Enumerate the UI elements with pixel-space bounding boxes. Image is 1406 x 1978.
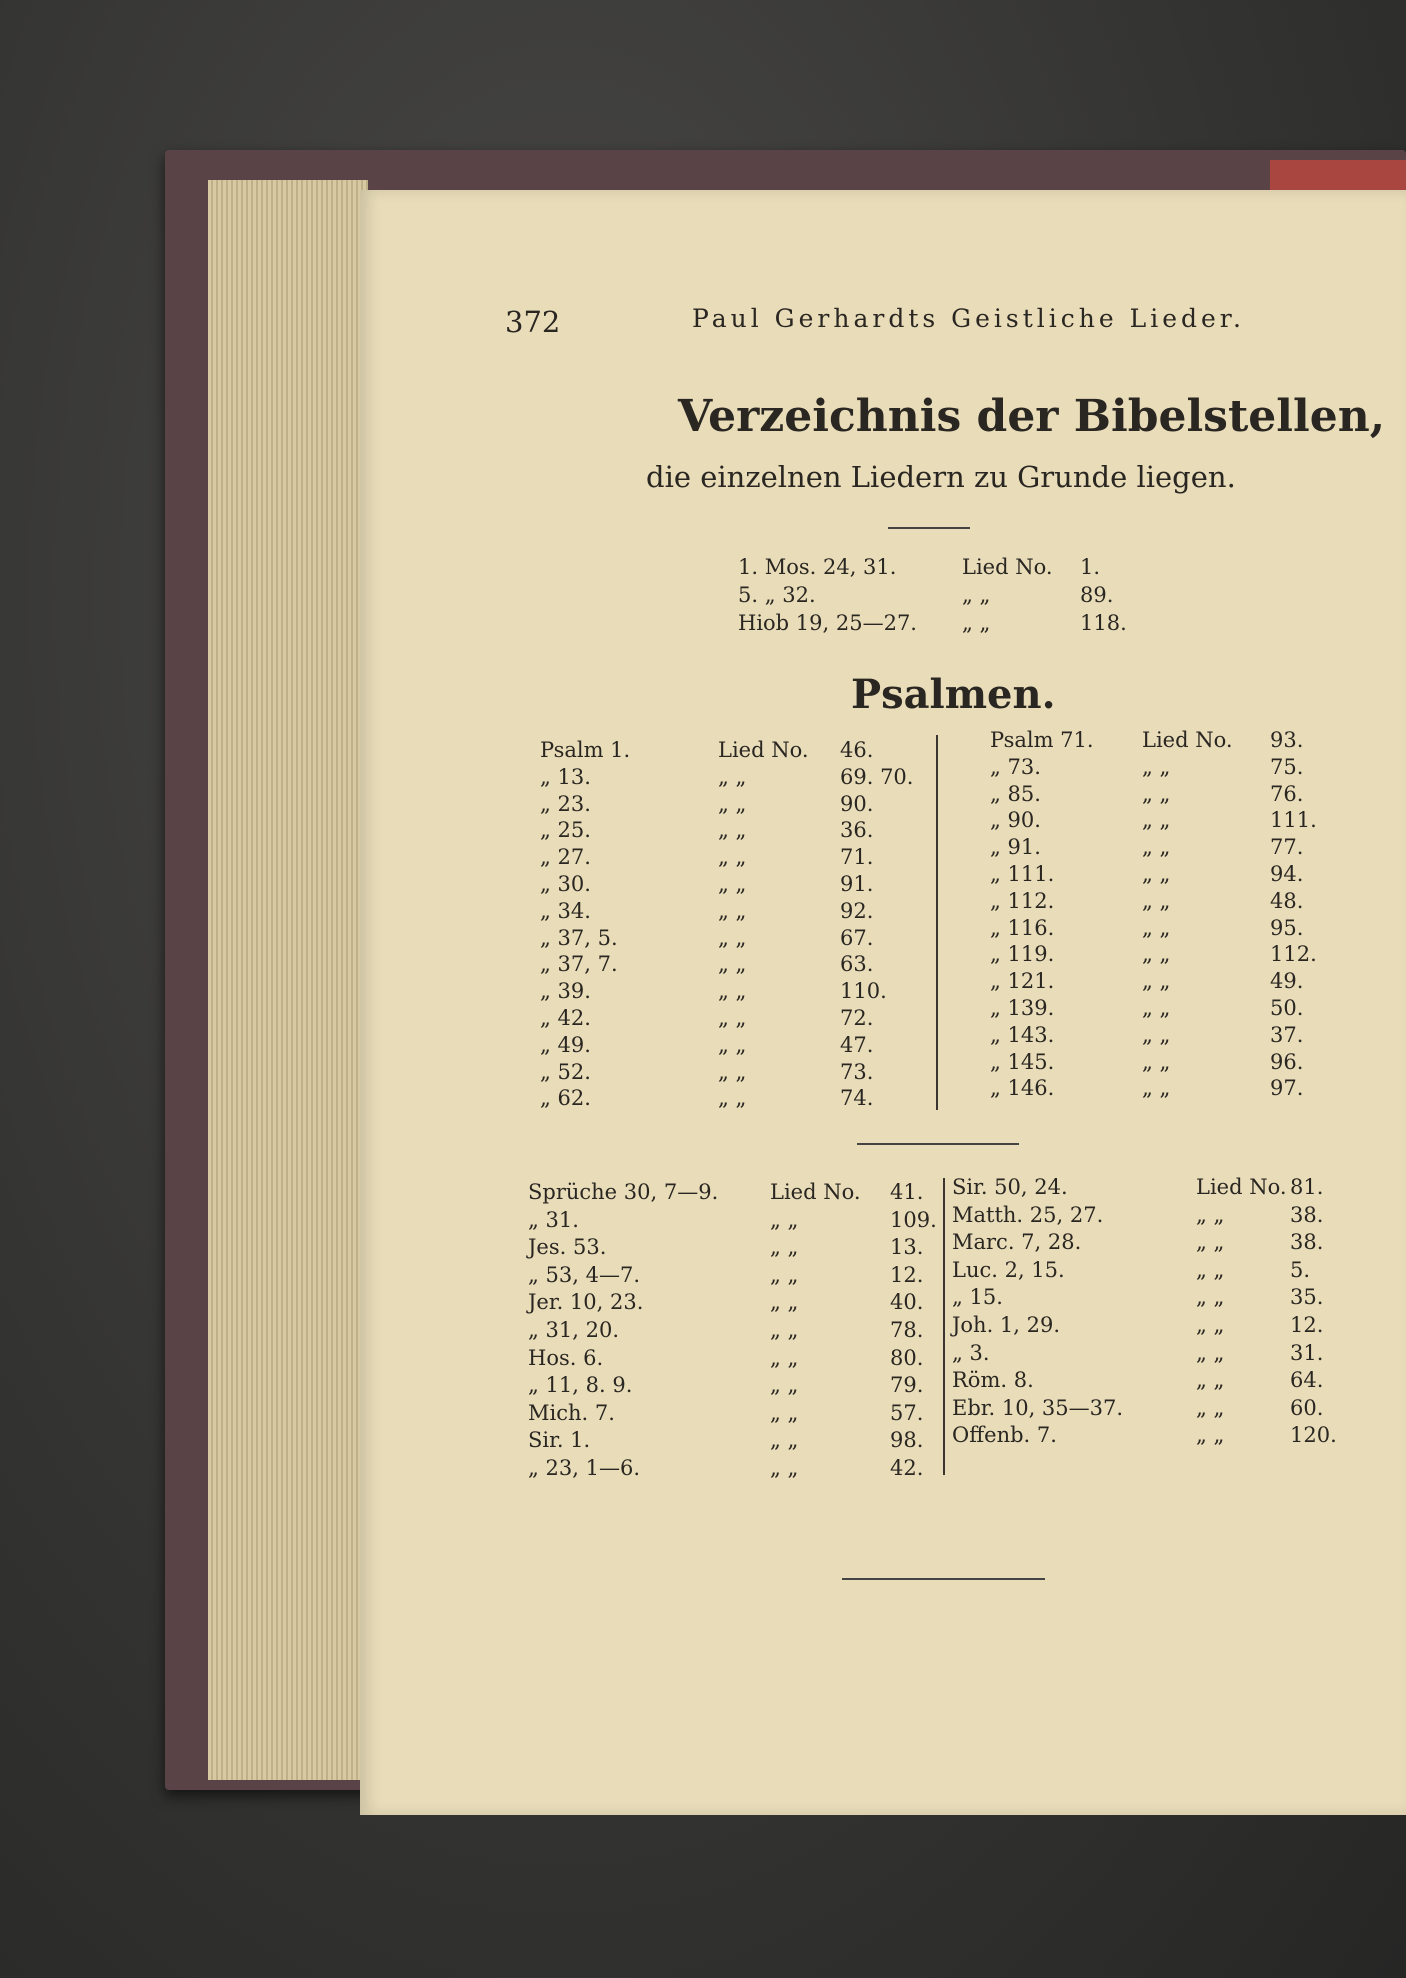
lied-number: 67.: [840, 925, 874, 950]
lied-label: „ „: [718, 952, 747, 977]
bible-reference: „ 34.: [540, 898, 591, 923]
lied-label: „ „: [718, 764, 747, 789]
lied-number: 110.: [840, 979, 887, 1004]
lied-label: „ „: [1196, 1395, 1225, 1420]
lied-label: „ „: [1142, 996, 1171, 1020]
bible-reference: Röm. 8.: [952, 1368, 1034, 1393]
bible-reference: „ 15.: [952, 1285, 1003, 1310]
lied-label: „ „: [718, 1032, 747, 1057]
lied-number: 42.: [890, 1456, 924, 1480]
bible-reference: „ 116.: [990, 915, 1055, 940]
lied-label: „ „: [1142, 781, 1171, 806]
lied-number: 50.: [1270, 996, 1304, 1020]
bible-reference: „ 37, 5.: [540, 925, 618, 950]
lied-label: „ „: [1196, 1423, 1225, 1448]
lied-number: 40.: [890, 1290, 924, 1315]
lied-number: 79.: [890, 1373, 924, 1398]
lied-label: „ „: [770, 1262, 799, 1287]
lied-number: 97.: [1270, 1076, 1304, 1101]
lied-label: „ „: [1142, 835, 1171, 860]
lied-number: 94.: [1270, 862, 1304, 886]
lied-number: 111.: [1270, 808, 1317, 833]
lied-number: 64.: [1290, 1368, 1324, 1393]
bible-reference: Psalm 71.: [990, 728, 1094, 752]
page-stack: [208, 180, 368, 1780]
page-title: Verzeichnis der Bibelstellen,: [678, 391, 1386, 442]
lied-number: 74.: [840, 1086, 874, 1111]
lied-number: 89.: [1080, 583, 1114, 607]
lied-number: 49.: [1270, 969, 1304, 994]
lied-number: 72.: [840, 1006, 874, 1030]
lied-label: „ „: [718, 872, 747, 896]
lied-number: 76.: [1270, 781, 1304, 806]
bible-reference: Offenb. 7.: [952, 1423, 1057, 1448]
bible-reference: Sir. 50, 24.: [952, 1175, 1068, 1199]
lied-number: 98.: [890, 1428, 924, 1453]
lied-label: Lied No.: [962, 555, 1053, 579]
bible-reference: Jer. 10, 23.: [528, 1290, 644, 1315]
lied-number: 57.: [890, 1400, 924, 1425]
lied-label: „ „: [1142, 969, 1171, 994]
lied-label: „ „: [1196, 1285, 1225, 1310]
lied-label: „ „: [1142, 1076, 1171, 1101]
lied-number: 63.: [840, 952, 874, 977]
lied-number: 46.: [840, 738, 874, 762]
bible-reference: Marc. 7, 28.: [952, 1230, 1082, 1255]
bible-reference: „ 91.: [990, 835, 1041, 860]
lied-label: „ „: [770, 1400, 799, 1425]
lied-label: Lied No.: [1142, 728, 1233, 752]
lied-label: „ „: [1196, 1368, 1225, 1393]
lied-label: „ „: [770, 1345, 799, 1370]
lied-number: 92.: [840, 898, 874, 923]
lied-number: 80.: [890, 1345, 924, 1370]
bible-reference: „ 23, 1—6.: [528, 1456, 641, 1480]
lied-number: 96.: [1270, 1049, 1304, 1074]
lied-number: 1.: [1080, 555, 1101, 579]
lied-label: „ „: [1142, 808, 1171, 833]
bible-reference: „ 25.: [540, 818, 591, 843]
bible-reference: „ 39.: [540, 979, 591, 1004]
lied-label: „ „: [1196, 1340, 1225, 1365]
lied-label: „ „: [1142, 754, 1171, 779]
section-heading-psalmen: Psalmen.: [851, 671, 1056, 718]
lied-number: 47.: [840, 1032, 874, 1057]
bible-reference: „ 145.: [990, 1049, 1055, 1074]
bible-reference: „ 13.: [540, 764, 591, 789]
lied-label: „ „: [718, 845, 747, 870]
lied-label: „ „: [718, 1006, 747, 1030]
lied-number: 5.: [1290, 1257, 1311, 1282]
bible-reference: „ 3.: [952, 1340, 990, 1365]
lied-number: 60.: [1290, 1395, 1324, 1420]
bible-reference: „ 11, 8. 9.: [528, 1373, 633, 1398]
bible-reference: Sir. 1.: [528, 1428, 591, 1453]
lied-label: „ „: [1142, 1022, 1171, 1047]
lied-label: „ „: [1142, 942, 1171, 967]
bible-reference: „ 49.: [540, 1032, 591, 1057]
bible-reference: „ 90.: [990, 808, 1041, 833]
lied-label: „ „: [1142, 915, 1171, 940]
lied-label: Lied No.: [1196, 1175, 1287, 1199]
lied-label: „ „: [770, 1235, 799, 1260]
lied-number: 48.: [1270, 888, 1304, 913]
lied-number: 73.: [840, 1059, 874, 1084]
bible-reference: „ 119.: [990, 942, 1055, 967]
bible-reference: „ 112.: [990, 888, 1055, 913]
page-number: 372: [505, 305, 561, 339]
lied-label: „ „: [718, 818, 747, 843]
lied-number: 75.: [1270, 754, 1304, 779]
lied-number: 90.: [840, 791, 874, 816]
bible-reference: „ 85.: [990, 781, 1041, 806]
lied-number: 38.: [1290, 1230, 1324, 1255]
bible-reference: „ 37, 7.: [540, 952, 618, 977]
lied-number: 93.: [1270, 728, 1304, 752]
page-subtitle: die einzelnen Liedern zu Grunde liegen.: [646, 460, 1236, 494]
lied-label: „ „: [1142, 1049, 1171, 1074]
lied-number: 12.: [890, 1262, 924, 1287]
bible-reference: „ 30.: [540, 872, 591, 896]
lied-number: 31.: [1290, 1340, 1324, 1365]
bible-reference: Joh. 1, 29.: [952, 1313, 1061, 1337]
lied-number: 118.: [1080, 611, 1127, 635]
lied-label: Lied No.: [718, 738, 809, 762]
lied-number: 69. 70.: [840, 764, 914, 789]
bible-reference: „ 146.: [990, 1076, 1055, 1101]
bible-reference: „ 23.: [540, 791, 591, 816]
lied-label: „ „: [770, 1428, 799, 1453]
bible-reference: 1. Mos. 24, 31.: [738, 555, 897, 579]
bible-reference: Matth. 25, 27.: [952, 1202, 1104, 1227]
divider-3: [842, 1578, 1045, 1580]
lied-label: „ „: [718, 925, 747, 950]
lied-number: 71.: [840, 845, 874, 870]
bible-reference: „ 139.: [990, 996, 1055, 1020]
lied-label: „ „: [1196, 1257, 1225, 1282]
lied-label: „ „: [1142, 888, 1171, 913]
bible-reference: Hiob 19, 25—27.: [738, 611, 917, 635]
lied-number: 41.: [890, 1180, 924, 1204]
lied-number: 112.: [1270, 942, 1317, 967]
lied-label: „ „: [770, 1318, 799, 1342]
lied-label: „ „: [770, 1207, 799, 1232]
bible-reference: 5. „ 32.: [738, 583, 816, 607]
column-divider-other: [943, 1178, 945, 1475]
bible-reference: „ 121.: [990, 969, 1055, 994]
lied-label: „ „: [1196, 1230, 1225, 1255]
bible-reference: „ 27.: [540, 845, 591, 870]
lied-number: 109.: [890, 1207, 937, 1232]
bible-reference: „ 52.: [540, 1059, 591, 1084]
lied-number: 38.: [1290, 1202, 1324, 1227]
lied-label: „ „: [770, 1290, 799, 1315]
bible-reference: Jes. 53.: [528, 1235, 607, 1260]
lied-label: „ „: [718, 1086, 747, 1111]
bible-reference: Luc. 2, 15.: [952, 1257, 1065, 1282]
bible-reference: Sprüche 30, 7—9.: [528, 1180, 719, 1204]
lied-number: 13.: [890, 1235, 924, 1260]
lied-label: Lied No.: [770, 1180, 861, 1204]
lied-number: 77.: [1270, 835, 1304, 860]
divider-2: [857, 1143, 1019, 1145]
lied-label: „ „: [718, 979, 747, 1004]
bible-reference: „ 143.: [990, 1022, 1055, 1047]
running-title: Paul Gerhardts Geistliche Lieder.: [692, 304, 1245, 333]
bible-reference: „ 73.: [990, 754, 1041, 779]
lied-number: 95.: [1270, 915, 1304, 940]
bookmark-ribbon: [1270, 160, 1406, 190]
column-divider-psalms: [936, 735, 938, 1110]
lied-label: „ „: [1196, 1202, 1225, 1227]
lied-label: „ „: [770, 1456, 799, 1480]
lied-label: „ „: [1142, 862, 1171, 886]
lied-number: 91.: [840, 872, 874, 896]
lied-number: 78.: [890, 1318, 924, 1342]
lied-label: „ „: [962, 611, 991, 635]
bible-reference: Mich. 7.: [528, 1400, 615, 1425]
lied-label: „ „: [718, 791, 747, 816]
lied-label: „ „: [770, 1373, 799, 1398]
divider-1: [888, 527, 970, 529]
bible-reference: „ 31, 20.: [528, 1318, 620, 1342]
lied-number: 12.: [1290, 1313, 1324, 1337]
bible-reference: „ 31.: [528, 1207, 579, 1232]
lied-number: 36.: [840, 818, 874, 843]
bible-reference: „ 111.: [990, 862, 1055, 886]
lied-number: 37.: [1270, 1022, 1304, 1047]
bible-reference: „ 62.: [540, 1086, 591, 1111]
lied-label: „ „: [1196, 1313, 1225, 1337]
lied-number: 81.: [1290, 1175, 1324, 1199]
bible-reference: Hos. 6.: [528, 1345, 604, 1370]
bible-reference: „ 42.: [540, 1006, 591, 1030]
lied-number: 120.: [1290, 1423, 1337, 1448]
lied-label: „ „: [962, 583, 991, 607]
lied-label: „ „: [718, 898, 747, 923]
lied-number: 35.: [1290, 1285, 1324, 1310]
bible-reference: Ebr. 10, 35—37.: [952, 1395, 1124, 1420]
bible-reference: Psalm 1.: [540, 738, 631, 762]
lied-label: „ „: [718, 1059, 747, 1084]
bible-reference: „ 53, 4—7.: [528, 1262, 641, 1287]
